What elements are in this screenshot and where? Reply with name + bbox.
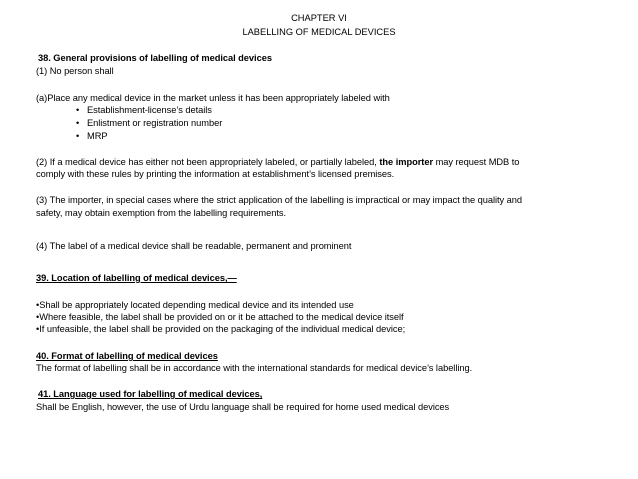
section-40-heading: 40. Format of labelling of medical devices bbox=[36, 351, 218, 361]
clause-1: (1) No person shall bbox=[36, 66, 114, 76]
list-item: •Shall be appropriately located depending medical device and its intended use bbox=[36, 300, 354, 310]
section-41-heading: 41. Language used for labelling of medical devices, bbox=[38, 389, 263, 399]
section-38-heading: 38. General provisions of labelling of medical devices bbox=[38, 53, 272, 63]
list-item: •If unfeasible, the label shall be provided on the packaging of the individual medical device; bbox=[36, 324, 406, 334]
bullet-icon: • bbox=[76, 131, 80, 141]
bullet-icon: • bbox=[76, 105, 80, 115]
document-page: CHAPTER VI LABELLING OF MEDICAL DEVICES 38. General provisions of labelling of medical devices (1) No person shall (a)Place any medical device in the market unless it has been appropriately labeled with • Establishment-license’s details • Enlistment or registration number • MRP (2) If a medical device has either not been appropriately labeled, or partially labeled, the importer may request MDB to comply with these rules by printing the information at establishment’s licensed premises. (3) The importer, in special cases where the strict application of the labelling is impractical or may impact the quality and safety, may obtain exemption from the labelling requirements. (4) The label of a medical device shall be readable, permanent and prominent 39. Location of labelling of medical devices,— •Shall be appropriately located depending medical device and its intended use •Where feasible, the label shall be provided on or it be attached to the medical device itself •If unfeasible, the label shall be provided on the packaging of the individual medical device; 40. Format of labelling of medical devices The format of labelling shall be in accordance with the international standards for medical device’s labelling. 41. Language used for labelling of medical devices, Shall be English, however, the use of Urdu language shall be required for home used medical devices bbox=[0, 0, 638, 479]
section-39-heading: 39. Location of labelling of medical devices,— bbox=[36, 273, 237, 283]
clause-a: (a)Place any medical device in the market unless it has been appropriately labeled with bbox=[36, 93, 390, 103]
section-40-text: The format of labelling shall be in accordance with the international standards for medical device’s labelling. bbox=[36, 363, 473, 373]
clause-3-line-1: (3) The importer, in special cases where the strict application of the labelling is impractical or may impact the quality and bbox=[36, 195, 523, 205]
clause-2-line-2: comply with these rules by printing the information at establishment’s licensed premises. bbox=[36, 169, 395, 179]
chapter-title: LABELLING OF MEDICAL DEVICES bbox=[242, 27, 396, 37]
bullet-icon: • bbox=[76, 118, 80, 128]
section-41-text: Shall be English, however, the use of Urdu language shall be required for home used medical devices bbox=[36, 402, 450, 412]
clause-2-line-1: (2) If a medical device has either not been appropriately labeled, or partially labeled, the importer may request MDB to bbox=[36, 157, 520, 167]
clause-3-line-2: safety, may obtain exemption from the labelling requirements. bbox=[36, 208, 286, 218]
importer-emphasis: the importer bbox=[379, 157, 434, 167]
chapter-label: CHAPTER VI bbox=[291, 13, 347, 23]
clause-4: (4) The label of a medical device shall be readable, permanent and prominent bbox=[36, 241, 352, 251]
list-item: •Where feasible, the label shall be provided on or it be attached to the medical device itself bbox=[36, 312, 404, 322]
